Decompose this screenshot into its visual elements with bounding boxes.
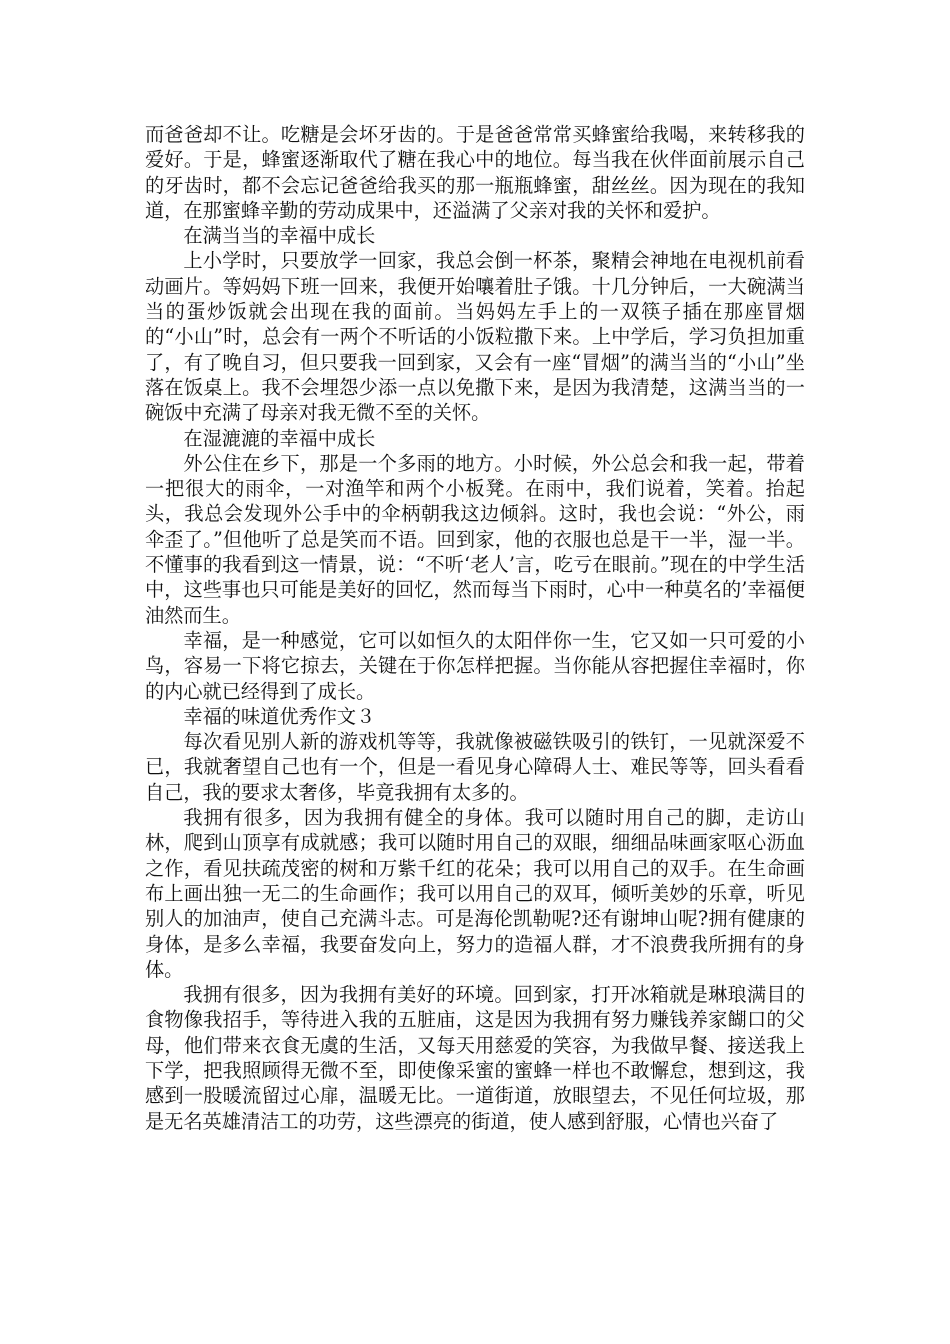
paragraph-happiness-feeling: 幸福，是一种感觉，它可以如恒久的太阳伴你一生，它又如一只可爱的小鸟，容易一下将它掠去，关键在于你怎样把握。当你能从容把握住幸福时，你的内心就已经得到了成长。 — [145, 628, 805, 703]
section-heading-wet-rain: 在湿漉漉的幸福中成长 — [183, 426, 376, 450]
section-heading-full-bowl: 在满当当的幸福中成长 — [183, 224, 376, 248]
paragraph-continuation: 而爸爸却不让。吃糖是会坏牙齿的。于是爸爸常常买蜂蜜给我喝，来转移我的爱好。于是，蜂蜜逐渐取代了糖在我心中的地位。每当我在伙伴面前展示自己的牙齿时，都不会忘记爸爸给我买的那一瓶瓶蜂蜜，甜丝丝。因为现在的我知道，在那蜜蜂辛勤的劳动成果中，还溢满了父亲对我的关怀和爱护。 — [145, 123, 805, 222]
document-page — [145, 122, 805, 1134]
paragraph-healthy-body: 我拥有很多，因为我拥有健全的身体。我可以随时用自己的脚，走访山林，爬到山顶享有成就感；我可以随时用自己的双眼，细细品味画家呕心沥血之作，看见扶疏茂密的树和万紫千红的花朵；我可以用自己的双手。在生命画布上画出独一无二的生命画作；我可以用自己的双耳，倾听美妙的乐章，听见别人的加油声，使自己充满斗志。可是海伦凯勒呢?还有谢坤山呢?拥有健康的身体，是多么幸福，我要奋发向上，努力的造福人群，才不浪费我所拥有的身体。 — [145, 806, 805, 981]
paragraph-game-console: 每次看见别人新的游戏机等等，我就像被磁铁吸引的铁钉，一见就深爱不已，我就奢望自己也有一个，但是一看见身心障碍人士、难民等等，回头看看自己，我的要求太奢侈，毕竟我拥有太多的。 — [145, 730, 805, 804]
paragraph-grandpa-umbrella: 外公住在乡下，那是一个多雨的地方。小时候，外公总会和我一起，带着一把很大的雨伞，一对渔竿和两个小板凳。在雨中，我们说着，笑着。抬起头，我总会发现外公手中的伞柄朝我这边倾斜。这时，我也会说：“外公，雨伞歪了。”但他听了总是笑而不语。回到家，他的衣服也总是干一半，湿一半。不懂事的我看到这一情景，说：“不听‘老人’言，吃亏在眼前。”现在的中学生活中，这些事也只可能是美好的回忆，然而每当下雨时，心中一种莫名的’幸福便油然而生。 — [145, 451, 805, 627]
essay-title-3: 幸福的味道优秀作文３ — [183, 704, 376, 728]
paragraph-good-environment: 我拥有很多，因为我拥有美好的环境。回到家，打开冰箱就是琳琅满目的食物像我招手，等待进入我的五脏庙，这是因为我拥有努力赚钱养家餬口的父母，他们带来衣食无虞的生活，又每天用慈爱的笑容，为我做早餐、接送我上下学，把我照顾得无微不至，即使像采蜜的蜜蜂一样也不敢懈怠，想到这，我感到一股暖流留过心扉，温暖无比。一道街道，放眼望去，不见任何垃圾，那是无名英雄清洁工的功劳，这些漂亮的街道，使人感到舒服，心情也兴奋了 — [145, 983, 805, 1133]
paragraph-full-bowl: 上小学时，只要放学一回家，我总会倒一杯茶，聚精会神地在电视机前看动画片。等妈妈下班一回来，我便开始嚷着肚子饿。十几分钟后，一大碗满当当的蛋炒饭就会出现在我的面前。当妈妈左手上的一双筷子插在那座冒烟的“小山”时，总会有一两个不听话的小饭粒撒下来。上中学后，学习负担加重了，有了晚自习，但只要我一回到家，又会有一座“冒烟”的满当当的“小山”坐落在饭桌上。我不会埋怨少添一点以免撒下来，是因为我清楚，这满当当的一碗饭中充满了母亲对我无微不至的关怀。 — [145, 249, 805, 425]
